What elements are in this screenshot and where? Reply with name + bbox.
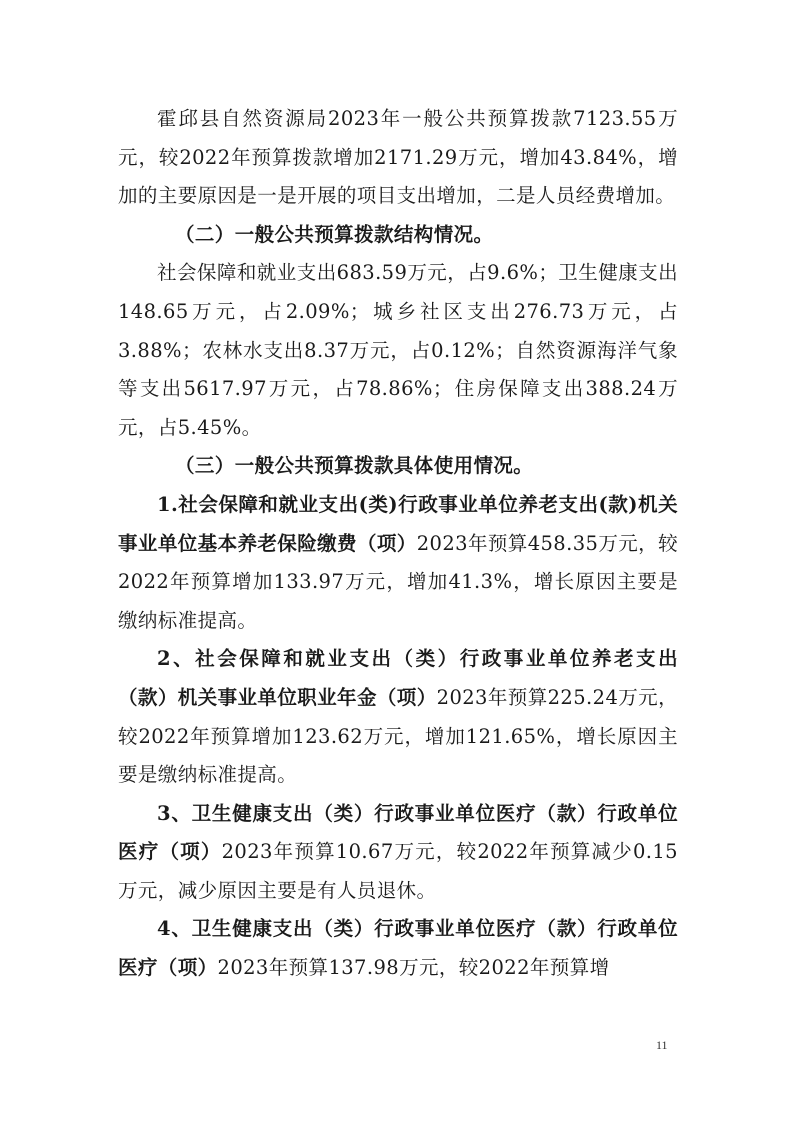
item-1-text: 2023年预算458.35万元，较2022年预算增加133.97万元，增加41.3%，增长原因主要是缴纳标准提高。 bbox=[118, 531, 678, 632]
body-text bbox=[118, 100, 678, 988]
paragraph-budget-total: 霍邱县自然资源局2023年一般公共预算拨款7123.55万元，较2022年预算拨款增加2171.29万元，增加43.84%，增加的主要原因是一是开展的项目支出增加，二是人员经费增加。 bbox=[118, 107, 678, 208]
item-2-text: 2023年预算225.24万元，较2022年预算增加123.62万元，增加121.65%，增长原因主要是缴纳标准提高。 bbox=[118, 685, 678, 787]
item-3-title: 3、卫生健康支出（类）行政事业单位医疗（款）行政单位医疗（项） bbox=[118, 801, 678, 864]
heading-budget-structure: （二）一般公共预算拨款结构情况。 bbox=[175, 222, 494, 246]
heading-budget-usage: （三）一般公共预算拨款具体使用情况。 bbox=[175, 454, 534, 478]
paragraph-item-1 bbox=[118, 486, 678, 640]
item-3-text: 2023年预算10.67万元，较2022年预算减少0.15万元，减少原因主要是有人员退休。 bbox=[118, 840, 678, 902]
paragraph-item-3 bbox=[118, 795, 678, 911]
paragraph-budget-structure: 社会保障和就业支出683.59万元，占9.6%；卫生健康支出148.65万元，占2.09%；城乡社区支出276.73万元，占3.88%；农林水支出8.37万元，占0.12%；自然资源海洋气象等支出5617.97万元，占78.86%；住房保障支出388.24万元，占5.45%。 bbox=[118, 261, 678, 439]
paragraph-item-2 bbox=[118, 640, 678, 794]
item-2-title: 2、社会保障和就业支出（类）行政事业单位养老支出（款）机关事业单位职业年金（项） bbox=[118, 647, 678, 709]
item-4-title: 4、卫生健康支出（类）行政事业单位医疗（款）行政单位医疗（项） bbox=[118, 917, 678, 980]
page-number: 11 bbox=[656, 1038, 668, 1052]
item-4-text: 2023年预算137.98万元，较2022年预算增 bbox=[217, 956, 610, 980]
paragraph-item-4 bbox=[118, 910, 678, 987]
item-1-title: 1.社会保障和就业支出(类)行政事业单位养老支出(款)机关事业单位基本养老保险缴费（项） bbox=[118, 492, 678, 555]
